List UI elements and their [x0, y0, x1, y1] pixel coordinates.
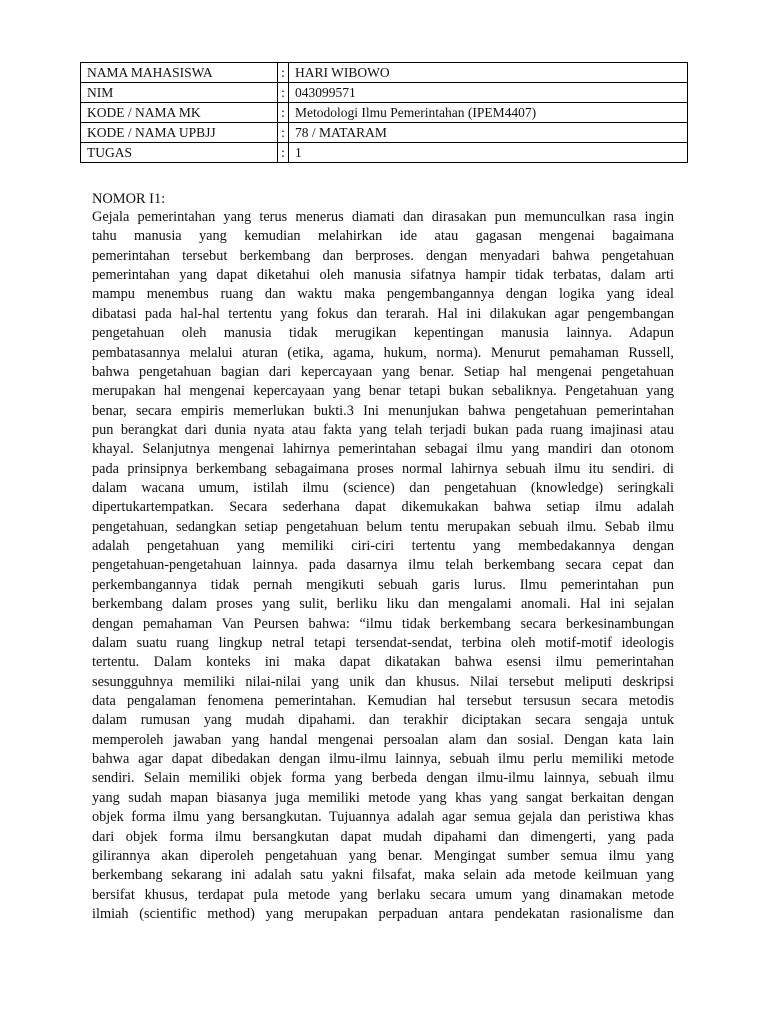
- text-line: gilirannya akan diperoleh pengetahuan yang benar. Mengingat sumber semua ilmu yang: [92, 847, 674, 864]
- info-value: 78 / MATARAM: [289, 123, 688, 143]
- body-paragraph: [92, 208, 674, 924]
- info-value: Metodologi Ilmu Pemerintahan (IPEM4407): [289, 103, 688, 123]
- text-line: pengetahuan-pengetahuan lainnya. pada dasarnya ilmu telah berkembang secara cepat dan: [92, 557, 674, 574]
- text-line: dalam rumusan yang mudah dipahami. dan terakhir diciptakan secara sengaja untuk: [92, 712, 674, 729]
- text-line: objek forma ilmu yang bersangkutan. Tujuannya adalah agar semua gejala dan peristiwa khas: [92, 809, 674, 826]
- info-separator: :: [278, 103, 289, 123]
- text-line: khayal. Selanjutnya mengenai lahirnya pemerintahan sebagai ilmu yang mandiri dan otonom: [92, 441, 674, 458]
- text-line: pemerintahan tersebut berkembang dan berproses. dengan menyadari bahwa pengetahuan: [92, 247, 674, 264]
- text-line: benar, secara empiris memerlukan bukti.3 Ini menunjukan bahwa pengetahuan pemerintahan: [92, 402, 674, 419]
- text-line: perkembangannya tidak pernah mengikuti sebuah garis lurus. Ilmu pemerintahan pun: [92, 576, 674, 593]
- info-value: 043099571: [289, 83, 688, 103]
- info-value: HARI WIBOWO: [289, 63, 688, 83]
- text-line: pun berangkat dari dunia nyata atau fakta yang telah terjadi bukan pada ruang imajinasi atau: [92, 421, 674, 438]
- info-separator: :: [278, 123, 289, 143]
- info-label: NIM: [81, 83, 278, 103]
- text-line: pembatasannya melalui aturan (etika, agama, hukum, norma). Menurut pemahaman Russell,: [92, 344, 674, 361]
- text-line: dipertukartempatkan. Secara sederhana dapat dikemukakan bahwa setiap ilmu adalah: [92, 499, 674, 516]
- info-row-kode-nama-upbjj: [81, 123, 688, 143]
- text-line: sendiri. Selain memiliki objek forma yang berbeda dengan ilmu-ilmu lainnya, sebuah ilmu: [92, 770, 674, 787]
- text-line: bahwa pengetahuan bagian dari kepercayaan yang benar. Setiap hal mengenai pengetahuan: [92, 363, 674, 380]
- text-line: adalah pengetahuan yang memiliki ciri-ciri tertentu yang membedakannya dengan: [92, 538, 674, 555]
- text-line: dalam wacana umum, istilah ilmu (science) dan pengetahuan (knowledge) seringkali: [92, 480, 674, 497]
- text-line: dari objek forma ilmu bersangkutan dapat mudah dipahami dan dimengerti, yang pada: [92, 828, 674, 845]
- text-line: pemerintahan yang dapat diketahui oleh manusia sifatnya hampir tidak terbatas, dalam arti: [92, 267, 674, 284]
- text-line: tahu manusia yang kemudian melahirkan ide atau gagasan mengenai bagaimana: [92, 228, 674, 245]
- text-line: berkembang dalam proses yang sulit, berliku liku dan mengalami anomali. Hal ini sejalan: [92, 596, 674, 613]
- section-heading: NOMOR I1:: [92, 191, 166, 207]
- info-row-tugas: [81, 143, 688, 163]
- text-line: tertentu. Dalam konteks ini maka dapat dikatakan bahwa esensi ilmu pemerintahan: [92, 654, 674, 671]
- text-line: mampu menembus ruang dan waktu maka pengembangannya dengan logika yang ideal: [92, 286, 674, 303]
- info-row-kode-nama-mk: [81, 103, 688, 123]
- info-label: KODE / NAMA MK: [81, 103, 278, 123]
- text-line: data pengalaman fenomena pemerintahan. Kemudian hal tersebut tersusun secara metodis: [92, 692, 674, 709]
- text-line: dalam suatu ruang lingkup netral tetapi tersendat-sendat, terbina oleh motif-motif ideologis: [92, 634, 674, 651]
- text-line: ilmiah (scientific method) yang merupakan perpaduan antara pendekatan rasionalisme dan: [92, 905, 674, 922]
- text-line: Gejala pemerintahan yang terus menerus diamati dan dirasakan pun memunculkan rasa ingin: [92, 209, 674, 225]
- info-row-nama-mahasiswa: [81, 63, 688, 83]
- info-separator: :: [278, 83, 289, 103]
- text-line: dibatasi pada hal-hal tertentu yang fokus dan terarah. Hal ini dilakukan agar pengembangan: [92, 305, 674, 322]
- student-info-table: [80, 62, 688, 163]
- text-line: pengetahuan, sedangkan setiap pengetahuan belum tentu merupakan sebuah ilmu. Sebab ilmu: [92, 518, 674, 535]
- text-line: sesungguhnya memiliki nilai-nilai yang unik dan khusus. Nilai tersebut meliputi deskripsi: [92, 673, 674, 690]
- text-line: bahwa agar dapat dibedakan dengan ilmu-ilmu lainnya, sebuah ilmu perlu memiliki metode: [92, 751, 674, 768]
- text-line: bersifat khusus, terdapat pula metode yang berlaku secara umum yang dinamakan metode: [92, 886, 674, 903]
- text-line: merupakan hal mengenai kepercayaan yang benar tetapi bukan sebaliknya. Pengetahuan yang: [92, 383, 674, 400]
- info-separator: :: [278, 143, 289, 163]
- text-line: dengan pemahaman Van Peursen bahwa: “ilmu tidak berkembang secara berkesinambungan: [92, 615, 674, 632]
- info-label: KODE / NAMA UPBJJ: [81, 123, 278, 143]
- text-line: memperoleh jawaban yang handal mengenai persoalan alam dan sosial. Dengan kata lain: [92, 731, 674, 748]
- text-line: yang sudah mapan biasanya juga memiliki metode yang khas yang sangat berkaitan dengan: [92, 789, 674, 806]
- text-line: berkembang sekarang ini adalah satu yakni filsafat, maka selain ada metode keilmuan yang: [92, 867, 674, 884]
- info-separator: :: [278, 63, 289, 83]
- info-label: NAMA MAHASISWA: [81, 63, 278, 83]
- info-label: TUGAS: [81, 143, 278, 163]
- info-row-nim: [81, 83, 688, 103]
- text-line: pada prinsipnya berkembang sebagaimana proses normal lahirnya sebuah ilmu itu sendiri. di: [92, 460, 674, 477]
- info-value: 1: [289, 143, 688, 163]
- text-line: pengetahuan oleh manusia tidak merugikan kepentingan manusia lainnya. Adapun: [92, 325, 674, 342]
